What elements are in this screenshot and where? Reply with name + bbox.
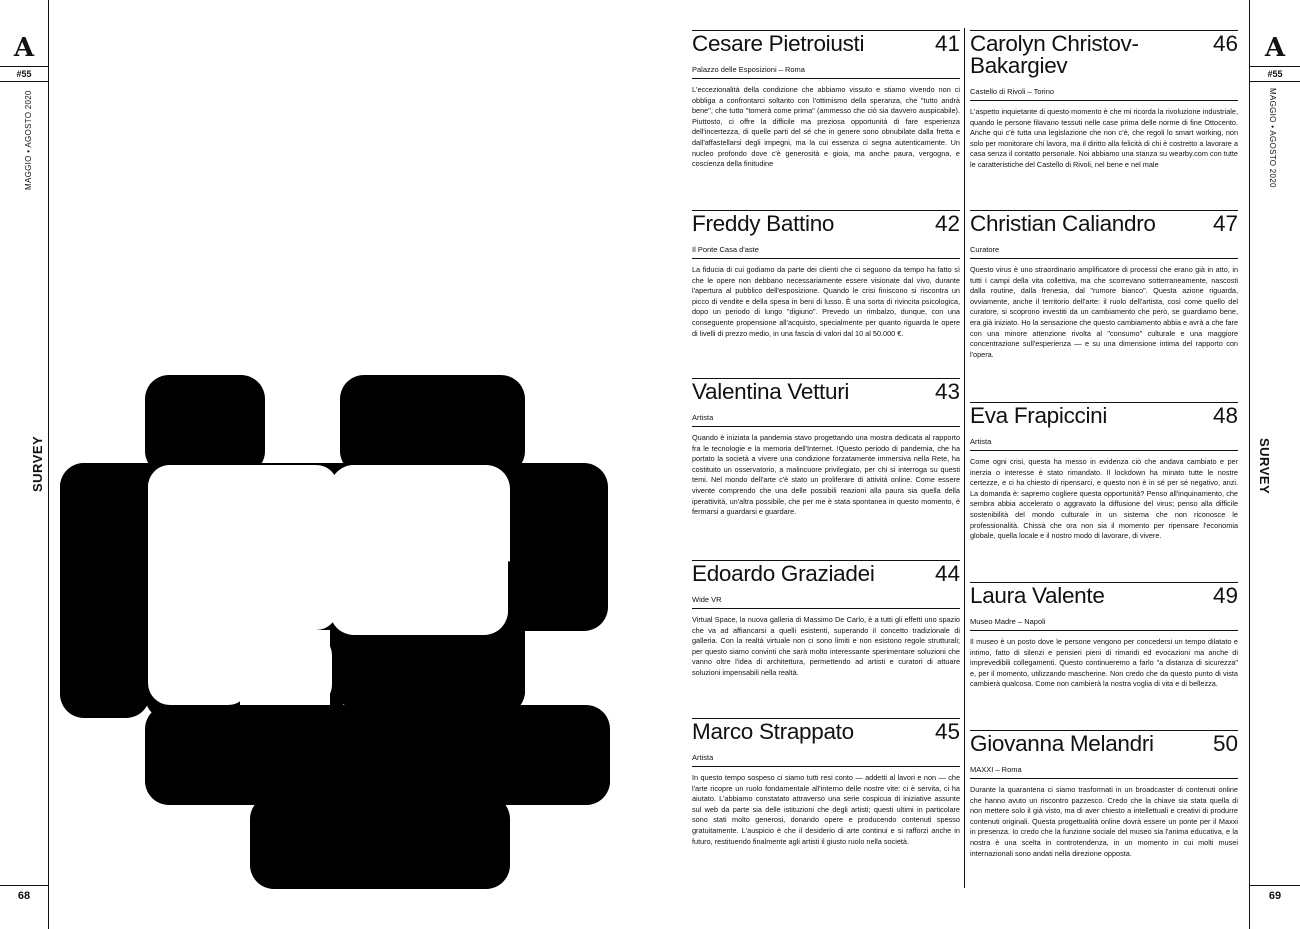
entry-name: Freddy Battino <box>692 211 835 236</box>
survey-entry <box>970 582 1238 690</box>
entry-number: 41 <box>934 31 960 56</box>
survey-entry <box>970 730 1238 859</box>
entry-text: L'eccezionalità della condizione che abbiamo vissuto e stiamo vivendo non ci obbliga a confrontarci soltanto con l'ottimismo della speranza, che "tutto andrà bene", che tutto "tornerà come prima" (ammesso che ciò sia davvero auspicabile). Piuttosto, ci offre la difficile ma preziosa opportunità di fare esperienza dell'incertezza, di quelle parti del sé che in genere sono obnubilate dalla fretta e dall'affastellarsi degli impegni, ma la cui essenza ci segna autenticamente. Un nucleo profondo dove c'è generosità e gioia, ma anche paura, vergogna, e coscienza della finitudine <box>692 85 960 169</box>
entry-text: Durante la quarantena ci siamo trasformati in un broadcaster di contenuti online che hanno avuto un riscontro pazzesco. Credo che la chiave sia stata quella di non mettere solo il già visto, ma di aver chiesto a intellettuali e creativi di produrre contenuti originali. Questa progettualità online dovrà essere un ponte per il Maxxi in presenza. Io credo che la funzione sociale del museo sia l'anima educativa, e la nostra è una scelta in controtendenza, in un momento in cui molti musei internazionali sono andati nella direzione opposta. <box>970 785 1238 858</box>
artwork-block <box>340 375 525 475</box>
entry-name: Giovanna Melandri <box>970 731 1154 756</box>
survey-entry <box>970 210 1238 360</box>
column-divider <box>964 28 965 888</box>
artwork-void <box>148 465 250 705</box>
entry-role: Curatore <box>970 239 1238 259</box>
entry-text: Questo virus è uno straordinario amplificatore di processi che erano già in atto, in tutti i campi della vita collettiva, ma che scorrevano sotterraneamente, nascosti dalla routine, dalla frenesia, dal "rumore bianco". Questa azione riguarda, ovviamente, anche il territorio dell'arte: il ruolo dell'artista, così come quello del curatore, si scoprono investiti da un cambiamento che però, se guardiamo bene, era già iniziato. Ho la sensazione che questo cambiamento abbia e avrà a che fare con una minore attenzione rivolta al "consumo" culturale e una maggiore concentrazione sull'esperienza — e su una dimensione intima del rapporto con l'opera. <box>970 265 1238 359</box>
entry-number: 42 <box>934 211 960 236</box>
entry-name: Christian Caliandro <box>970 211 1156 236</box>
entry-name: Laura Valente <box>970 583 1105 608</box>
entry-role: Castello di Rivoli – Torino <box>970 81 1238 101</box>
entry-role: Palazzo delle Esposizioni – Roma <box>692 59 960 79</box>
entry-number: 50 <box>1212 731 1238 756</box>
entry-text: Il museo è un posto dove le persone vengono per concedersi un tempo dilatato e intimo, fatto di silenzi e pensieri pieni di rimandi ed evocazioni ma anche di imprevedibili collegamenti. Questo continueremo a farlo "a distanza di sicurezza" e, per il momento, utilizzando mascherine. Non credo che da questo punto di vista cambierà qualcosa. Come non cambierà la nostra voglia di vita e di bellezza. <box>970 637 1238 689</box>
entry-text: Virtual Space, la nuova galleria di Massimo De Carlo, è a tutti gli effetti uno spazio che va ad affiancarsi a quelli esistenti, superando il concetto tradizionale di galleria. Con la realtà virtuale non ci sono limiti e non esistono regole strutturali; per questo siamo convinti che sarà molto interessante sperimentare soluzioni che vanno oltre l'idea di architettura, permettendo ad artisti e curatori di attuare soluzioni impensabili nella realtà. <box>692 615 960 677</box>
entry-text: L'aspetto inquietante di questo momento è che mi ricorda la rivoluzione industriale, quando le persone filavano tessuti nelle case prima delle norme di fine Ottocento. Anche qui c'è tutta una legislazione che non c'è, che regoli lo smart working, non solo per monitorare chi lavora, ma il diritto alla felicità di chi è costretto a lavorare a casa senza il contatto personale. Noi abbiamo una stanza su wearby.com con tutte le caratteristiche del Castello di Rivoli, nel bene e nel male <box>970 107 1238 169</box>
entry-name: Marco Strappato <box>692 719 854 744</box>
magazine-logo: A <box>1264 33 1286 63</box>
survey-entry <box>970 402 1238 542</box>
survey-entry <box>692 378 960 518</box>
issue-number: #55 <box>1250 66 1300 82</box>
artwork-block <box>525 720 610 805</box>
survey-entry <box>970 30 1238 171</box>
artwork-block <box>250 795 510 889</box>
pixel-logo-artwork <box>60 375 610 890</box>
survey-entry <box>692 210 960 339</box>
entry-number: 46 <box>1212 31 1238 56</box>
entry-name: Valentina Vetturi <box>692 379 850 404</box>
entry-role: Il Ponte Casa d'aste <box>692 239 960 259</box>
magazine-logo: A <box>13 33 35 63</box>
entry-role: Wide VR <box>692 589 960 609</box>
entry-number: 44 <box>934 561 960 586</box>
entry-name: Eva Frapiccini <box>970 403 1108 428</box>
page-number-right: 69 <box>1250 885 1300 902</box>
entry-number: 49 <box>1212 583 1238 608</box>
artwork-block <box>145 375 265 475</box>
survey-entry <box>692 560 960 679</box>
right-rail <box>1249 0 1300 929</box>
entry-text: In questo tempo sospeso ci siamo tutti resi conto — addetti al lavori e non — che l'arte ricopre un ruolo fondamentale all'interno delle nostre vite: ci è servita, ci ha aiutato. L'abbiamo constatato attraverso una serie cospicua di iniziative assunte sul web da parte sia delle istituzioni che degli artisti; questi ultimi in particolare sono stati molto generosi, donando opere e producendo contenuti spesso gratuitamente. L'auspicio è che il desiderio di arte continui e si rafforzi anche in futuro, restituendo finalmente agli artisti il giusto ruolo nella società. <box>692 773 960 846</box>
entry-name: Carolyn Christov-Bakargiev <box>970 31 1139 78</box>
left-rail <box>0 0 49 929</box>
entry-number: 47 <box>1212 211 1238 236</box>
entry-text: Quando è iniziata la pandemia stavo progettando una mostra dedicata al rapporto fra le tecnologie e la memoria dell'Internet. !Questo periodo di pandemia, che ha portato la società a vivere una condizione forzatamente immersiva nella Rete, ha costituito un osservatorio, a malincuore privilegiato, per chi si interroga su questi temi. Nel mondo dell'arte c'è stato un proliferare di attività online. Come essere vivente comprendo che una delle possibili reazioni alla paura sia quella della iperattività, un'altra possibile, che per me è stata spontanea in questo momento, è fermarsi a guardarsi e guardare. <box>692 433 960 517</box>
entry-name: Cesare Pietroiusti <box>692 31 865 56</box>
section-title: SURVEY <box>1257 438 1272 495</box>
issue-date: MAGGIO • AGOSTO 2020 <box>24 90 33 190</box>
issue-date: MAGGIO • AGOSTO 2020 <box>1268 88 1277 188</box>
entry-number: 43 <box>934 379 960 404</box>
entry-text: Come ogni crisi, questa ha messo in evidenza ciò che andava cambiato e per inerzia o interesse è stato rimandato. Il lockdown ha minato tutte le nostre certezze, e ci ha chiesto di ripensarci, e questo non è in sé per sé negativo, anzi. La domanda è: sapremo cogliere questa opportunità? Penso all'inquinamento, che sembra abbia accelerato o aggravato la diffusione del virus; penso alla difficile sostenibilità del mondo culturale in un sistema che non riconosce le professionalità. Chissà che ora non sia il momento per ripensare l'economia globale, quella locale e il nostro modo di lavorare, di vivere. <box>970 457 1238 541</box>
entry-role: Artista <box>970 431 1238 451</box>
issue-number: #55 <box>0 66 48 82</box>
entry-number: 45 <box>934 719 960 744</box>
entry-role: Museo Madre – Napoli <box>970 611 1238 631</box>
section-title: SURVEY <box>30 435 45 492</box>
artwork-void <box>330 465 508 635</box>
entry-name: Edoardo Graziadei <box>692 561 875 586</box>
artwork-void <box>250 635 332 705</box>
survey-entry <box>692 718 960 847</box>
entry-number: 48 <box>1212 403 1238 428</box>
entry-role: MAXXI – Roma <box>970 759 1238 779</box>
entry-role: Artista <box>692 407 960 427</box>
survey-entry <box>692 30 960 170</box>
page-number-left: 68 <box>0 885 48 902</box>
entry-role: Artista <box>692 747 960 767</box>
entry-text: La fiducia di cui godiamo da parte dei clienti che ci seguono da tempo ha fatto sì che le opere non debbano necessariamente essere visionate dal vivo, durante l'apertura al pubblico dell'esposizione. Quando le crisi finiscono si riscontra un picco di vendite e della spesa in beni di lusso. È una sorta di rivincita psicologica, dopo un periodo di lungo "digiuno". Prevedo un rimbalzo, dunque, con una conseguente propensione all'acquisto, specialmente per quanto riguarda le opere di livelli di prezzo medio, in una fascia di valori dal 10 al 50.000 €. <box>692 265 960 338</box>
